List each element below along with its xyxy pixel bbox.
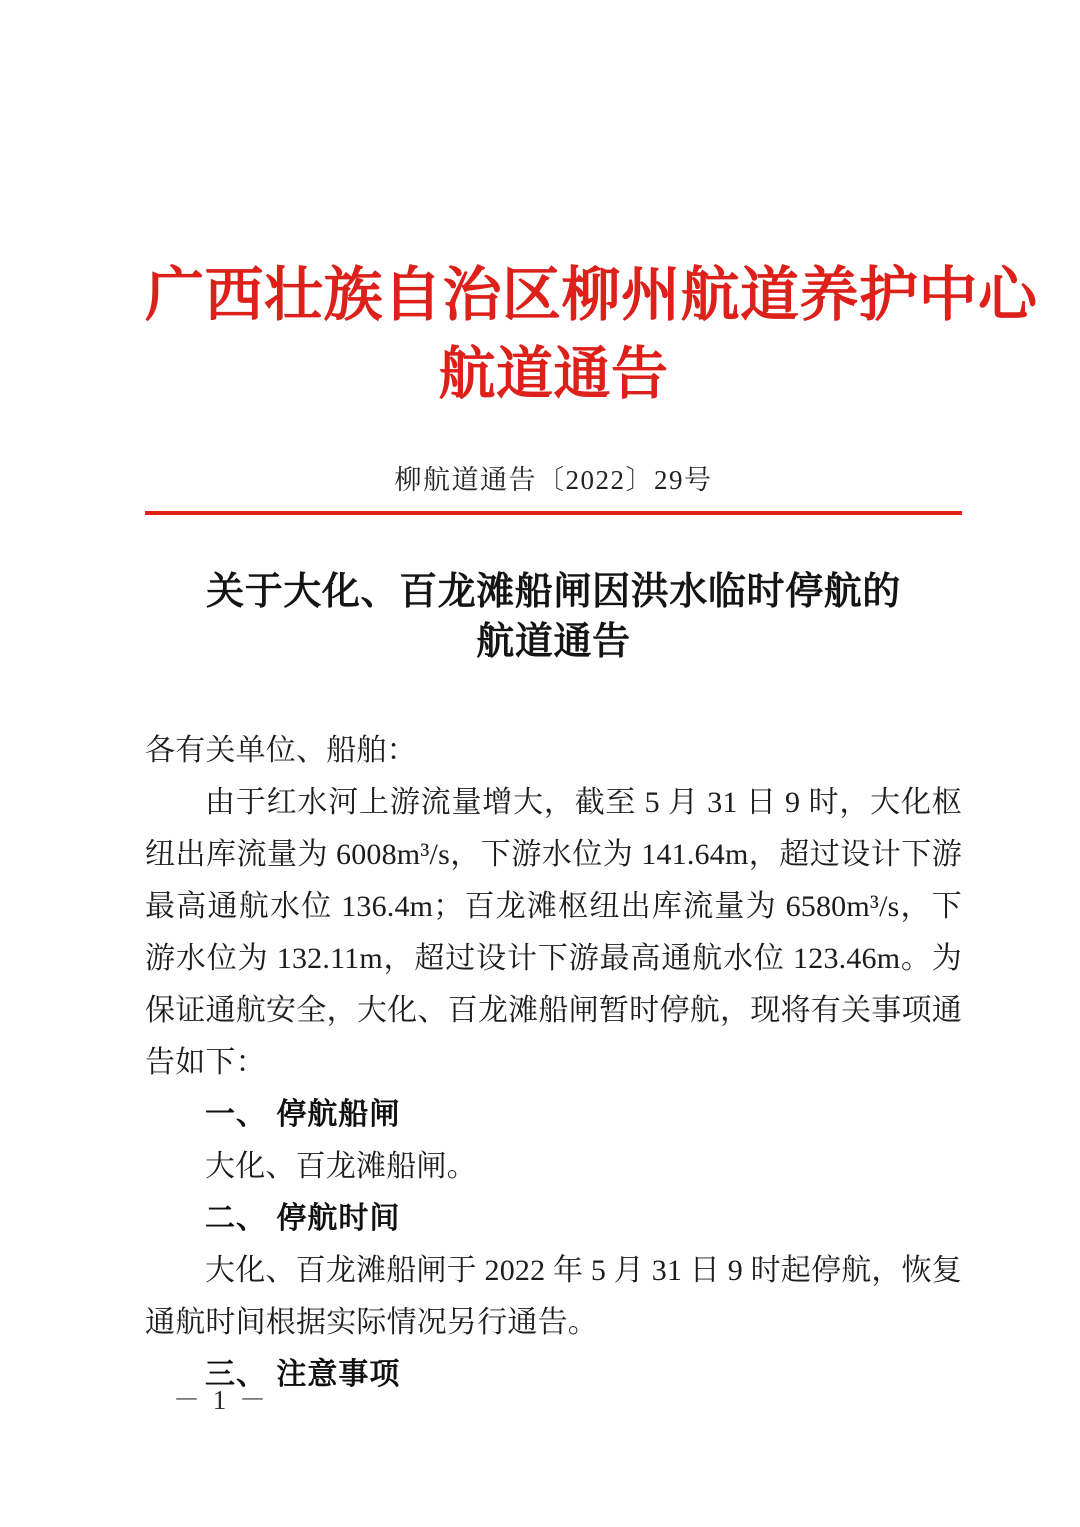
masthead-organization: 广西壮族自治区柳州航道养护中心: [145, 262, 1038, 328]
section-heading-2: 二、 停航时间: [205, 1201, 401, 1235]
section-text-2: 大化、百龙滩船闸于 2022 年 5 月 31 日 9 时起停航，恢复通航时间根据实际情况另行通告。: [145, 1253, 962, 1339]
section-text-1: 大化、百龙滩船闸。: [205, 1149, 477, 1183]
document-number-row: [145, 464, 962, 496]
salutation: 各有关单位、船舶：: [145, 733, 417, 767]
document-serial-number: 柳航道通告〔2022〕29号: [394, 465, 713, 496]
masthead: [145, 0, 1038, 408]
page-title-line-2: 航道通告: [476, 620, 631, 663]
page-title-line-1: 关于大化、百龙滩船闸因洪水临时停航的: [206, 570, 901, 613]
page-number: － 1 －: [173, 1385, 269, 1415]
section-heading-3: 三、 注意事项: [205, 1357, 401, 1391]
intro-paragraph: 由于红水河上游流量增大，截至 5 月 31 日 9 时，大化枢纽出库流量为 6008m³/s，下游水位为 141.64m，超过设计下游最高通航水位 136.4m；百龙滩枢纽出库流量为 6580m³/s，下游水位为 132.11m，超过设计下游最高通航水位 123.46m。为保证通航安全，大化、百龙滩船闸暂时停航，现将有关事项通告如下：: [145, 785, 962, 1079]
page-title: [145, 567, 962, 667]
red-divider-rule: [145, 511, 962, 515]
page-footer: [145, 1378, 962, 1417]
document-content: [145, 0, 1038, 1401]
masthead-doc-type: 航道通告: [438, 343, 669, 407]
document-body: [145, 725, 962, 1401]
section-heading-1: 一、 停航船闸: [205, 1097, 401, 1131]
